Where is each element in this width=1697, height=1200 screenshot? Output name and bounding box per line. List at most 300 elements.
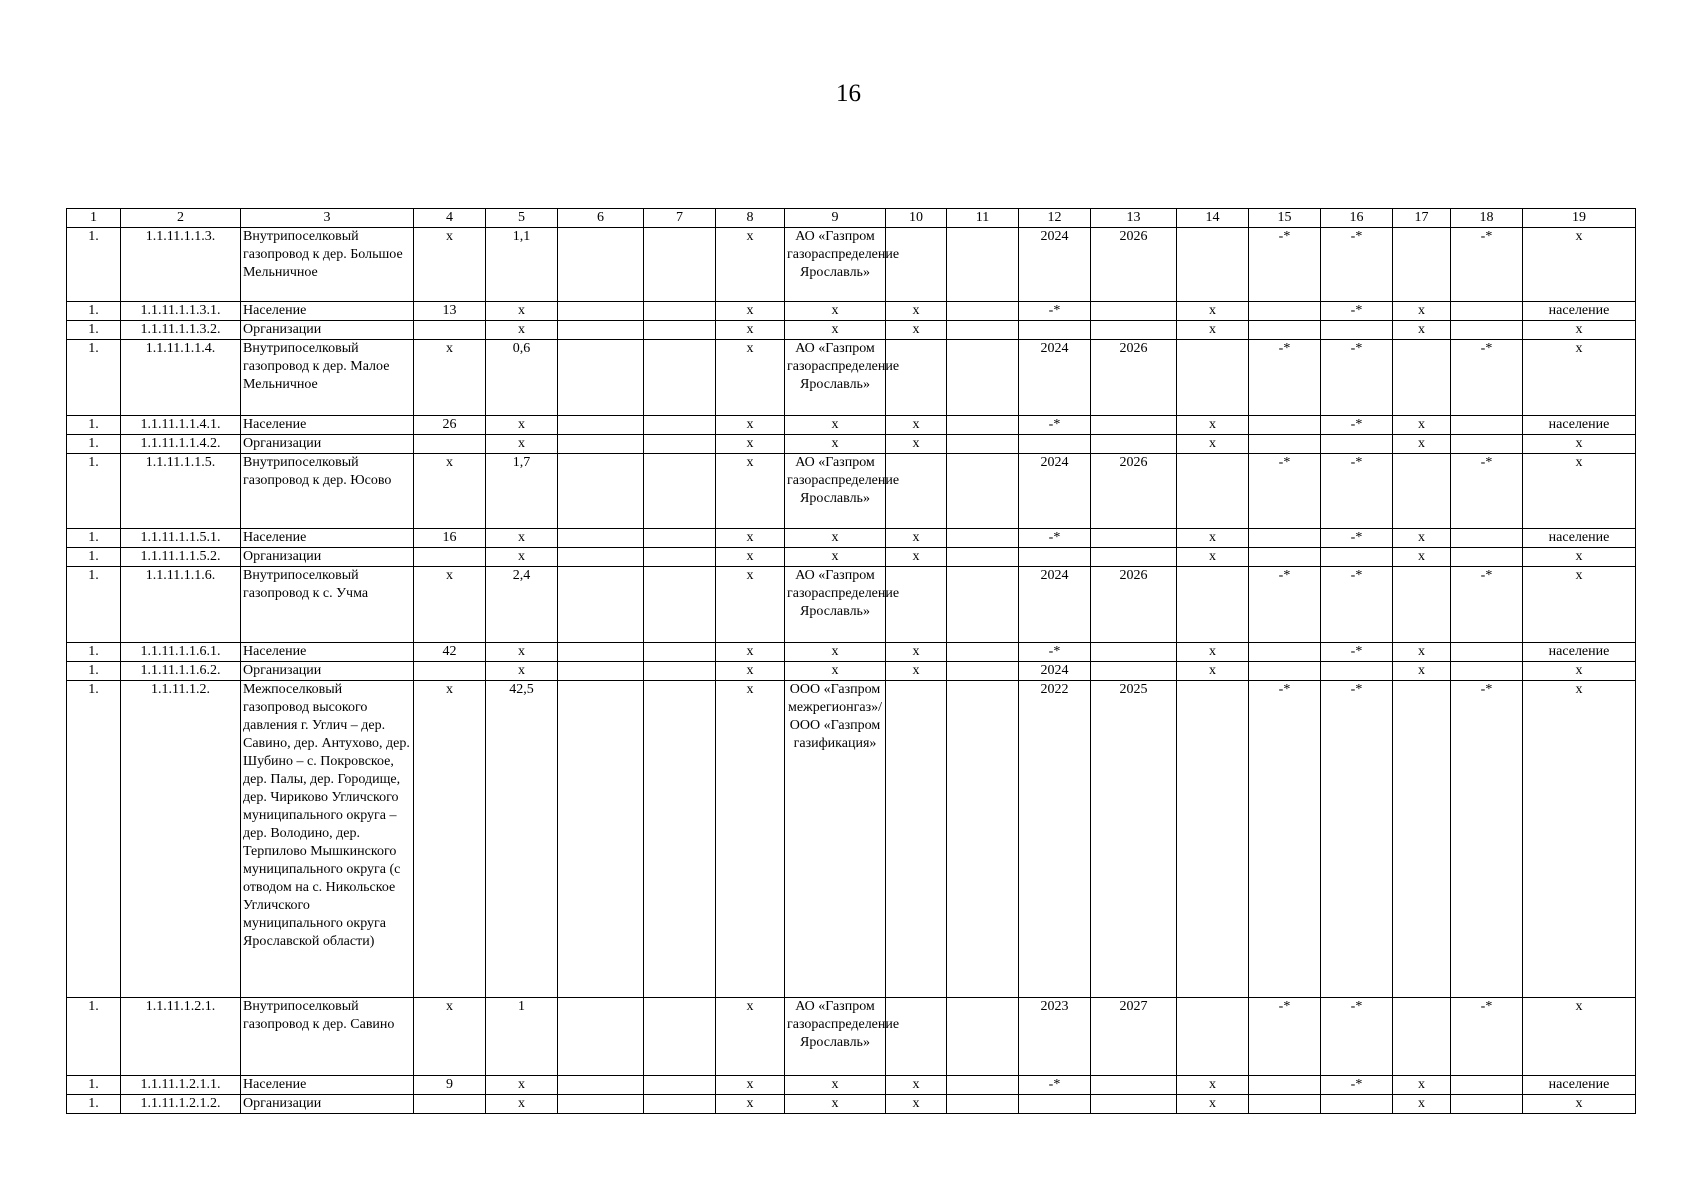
table-cell <box>1249 321 1321 340</box>
object-row <box>67 567 1636 643</box>
table-cell: х <box>716 643 785 662</box>
column-header: 10 <box>886 209 947 228</box>
sub-row <box>67 416 1636 435</box>
table-cell: х <box>1523 662 1636 681</box>
table-cell: 2,4 <box>486 567 558 643</box>
table-cell: х <box>716 435 785 454</box>
table-cell <box>1249 548 1321 567</box>
table-cell: 1. <box>67 662 121 681</box>
table-cell <box>886 681 947 998</box>
table-cell <box>1249 435 1321 454</box>
table-cell: -* <box>1249 228 1321 302</box>
table-cell <box>947 416 1019 435</box>
column-header: 14 <box>1177 209 1249 228</box>
table-cell: х <box>716 228 785 302</box>
table-cell <box>644 681 716 998</box>
table-cell: 1.1.11.1.2.1. <box>121 998 241 1076</box>
table-cell: Население <box>241 1076 414 1095</box>
table-cell <box>1249 643 1321 662</box>
table-cell <box>1177 454 1249 529</box>
table-cell <box>644 643 716 662</box>
column-header: 18 <box>1451 209 1523 228</box>
table-cell: х <box>785 435 886 454</box>
table-cell: х <box>785 302 886 321</box>
sub-row <box>67 643 1636 662</box>
table-cell <box>947 567 1019 643</box>
table-cell: х <box>785 1095 886 1114</box>
table-cell <box>1177 228 1249 302</box>
table-cell: х <box>716 662 785 681</box>
table-cell <box>886 567 947 643</box>
table-cell <box>644 548 716 567</box>
sub-row <box>67 529 1636 548</box>
table-cell: х <box>886 302 947 321</box>
column-header: 11 <box>947 209 1019 228</box>
table-cell: 1.1.11.1.1.4. <box>121 340 241 416</box>
table-cell <box>1321 548 1393 567</box>
table-cell: -* <box>1451 454 1523 529</box>
table-cell: х <box>1393 548 1451 567</box>
table-cell: -* <box>1019 302 1091 321</box>
table-cell <box>1451 548 1523 567</box>
table-cell: 16 <box>414 529 486 548</box>
table-cell: 1.1.11.1.1.4.1. <box>121 416 241 435</box>
table-cell: х <box>1393 435 1451 454</box>
table-cell: 1. <box>67 529 121 548</box>
table-cell <box>1321 321 1393 340</box>
table-cell: х <box>1177 662 1249 681</box>
table-cell: х <box>886 321 947 340</box>
table-cell: -* <box>1249 998 1321 1076</box>
table-cell <box>558 302 644 321</box>
table-cell <box>1091 529 1177 548</box>
table-cell: 1. <box>67 548 121 567</box>
table-cell: -* <box>1451 567 1523 643</box>
table-cell: 1.1.11.1.1.6.2. <box>121 662 241 681</box>
table-cell <box>1249 1076 1321 1095</box>
table-cell <box>947 1095 1019 1114</box>
table-cell: 1. <box>67 567 121 643</box>
table-cell: население <box>1523 643 1636 662</box>
table-cell <box>558 681 644 998</box>
column-header: 13 <box>1091 209 1177 228</box>
table-cell <box>886 228 947 302</box>
table-cell: население <box>1523 1076 1636 1095</box>
table-cell: х <box>1523 321 1636 340</box>
table-cell: х <box>1393 643 1451 662</box>
table-cell: х <box>1177 529 1249 548</box>
sub-row <box>67 302 1636 321</box>
table-cell: х <box>414 567 486 643</box>
table-cell <box>886 998 947 1076</box>
table-cell: 1.1.11.1.1.5.2. <box>121 548 241 567</box>
table-cell: Внутрипоселковый газопровод к дер. Савино <box>241 998 414 1076</box>
table-cell: Организации <box>241 321 414 340</box>
table-cell <box>1177 998 1249 1076</box>
table-cell: Внутрипоселковый газопровод к дер. Малое Мельничное <box>241 340 414 416</box>
table-cell <box>558 454 644 529</box>
sub-row <box>67 1076 1636 1095</box>
column-header: 19 <box>1523 209 1636 228</box>
column-header: 6 <box>558 209 644 228</box>
table-cell: 42 <box>414 643 486 662</box>
table-cell <box>1451 416 1523 435</box>
table-cell: х <box>486 643 558 662</box>
table-cell: х <box>1177 302 1249 321</box>
table-cell: 1.1.11.1.1.5.1. <box>121 529 241 548</box>
table-cell: население <box>1523 529 1636 548</box>
table-cell <box>1321 1095 1393 1114</box>
table-cell: х <box>716 1076 785 1095</box>
table-cell: Организации <box>241 548 414 567</box>
table-cell <box>1177 567 1249 643</box>
table-cell: Население <box>241 302 414 321</box>
table-cell: х <box>785 321 886 340</box>
table-cell: х <box>486 662 558 681</box>
table-cell: х <box>716 302 785 321</box>
table-cell: х <box>486 1076 558 1095</box>
table-cell: Организации <box>241 1095 414 1114</box>
table-cell: Население <box>241 529 414 548</box>
table-cell <box>1451 643 1523 662</box>
table-cell <box>947 228 1019 302</box>
table-cell: -* <box>1321 454 1393 529</box>
table-cell: 2024 <box>1019 567 1091 643</box>
table-cell: Внутрипоселковый газопровод к дер. Юсово <box>241 454 414 529</box>
table-cell <box>644 1095 716 1114</box>
table-cell <box>558 340 644 416</box>
table-cell <box>947 529 1019 548</box>
table-cell <box>1249 302 1321 321</box>
table-cell: х <box>1523 454 1636 529</box>
table-cell: -* <box>1249 567 1321 643</box>
table-cell: х <box>1523 681 1636 998</box>
table-cell: -* <box>1321 529 1393 548</box>
table-cell <box>1019 548 1091 567</box>
sub-row <box>67 548 1636 567</box>
table-cell: 2024 <box>1019 454 1091 529</box>
table-cell <box>558 567 644 643</box>
table-cell: 1. <box>67 321 121 340</box>
table-cell <box>947 454 1019 529</box>
table-cell: Организации <box>241 435 414 454</box>
table-cell <box>1091 643 1177 662</box>
table-cell <box>1249 416 1321 435</box>
table-cell: 1,7 <box>486 454 558 529</box>
table-cell: х <box>716 567 785 643</box>
table-cell: АО «Газпром газораспределение Ярославль» <box>785 454 886 529</box>
table-cell: х <box>886 662 947 681</box>
table-cell <box>1177 681 1249 998</box>
table-cell <box>1451 662 1523 681</box>
table-cell <box>558 321 644 340</box>
table-cell: х <box>886 1076 947 1095</box>
table-cell: х <box>1523 228 1636 302</box>
table-cell <box>1393 228 1451 302</box>
table-cell <box>558 643 644 662</box>
table-cell <box>1393 998 1451 1076</box>
table-cell: АО «Газпром газораспределение Ярославль» <box>785 998 886 1076</box>
table-cell: х <box>716 340 785 416</box>
table-cell: 2023 <box>1019 998 1091 1076</box>
table-header <box>67 209 1636 228</box>
table-cell: 1. <box>67 643 121 662</box>
table-cell: 26 <box>414 416 486 435</box>
table-cell: 2026 <box>1091 454 1177 529</box>
table-cell: Внутрипоселковый газопровод к с. Учма <box>241 567 414 643</box>
column-header: 8 <box>716 209 785 228</box>
table-cell: -* <box>1321 228 1393 302</box>
column-header: 4 <box>414 209 486 228</box>
table-cell <box>947 548 1019 567</box>
table-cell <box>644 998 716 1076</box>
table-cell: х <box>1393 1076 1451 1095</box>
table-cell: Межпоселковый газопровод высокого давления г. Углич – дер. Савино, дер. Антухово, дер. Шубино – с. Покровское, дер. Палы, дер. Городище, дер. Чириково Угличского муниципального округа – дер. Володино, дер. Терпилово Мышкинского муниципального округа (с отводом на с. Никольское Угличского муниципального округа Ярославской области) <box>241 681 414 998</box>
table-cell: х <box>1523 435 1636 454</box>
table-cell <box>1091 416 1177 435</box>
column-header: 3 <box>241 209 414 228</box>
table-cell <box>558 548 644 567</box>
table-cell: х <box>1393 662 1451 681</box>
table-cell: х <box>785 416 886 435</box>
table-cell: 13 <box>414 302 486 321</box>
column-header: 16 <box>1321 209 1393 228</box>
table-cell <box>1451 302 1523 321</box>
table-cell: х <box>486 321 558 340</box>
table-cell: 1,1 <box>486 228 558 302</box>
table-cell: 1.1.11.1.1.5. <box>121 454 241 529</box>
table-cell: -* <box>1451 228 1523 302</box>
table-cell: х <box>486 302 558 321</box>
table-cell: х <box>1523 548 1636 567</box>
table-cell: Население <box>241 643 414 662</box>
table-cell: х <box>1393 302 1451 321</box>
table-cell: х <box>1177 321 1249 340</box>
table-cell: 1.1.11.1.2. <box>121 681 241 998</box>
table-cell: 1 <box>486 998 558 1076</box>
table-cell: АО «Газпром газораспределение Ярославль» <box>785 228 886 302</box>
table-cell: х <box>785 1076 886 1095</box>
table-cell <box>947 340 1019 416</box>
table-cell: х <box>1523 1095 1636 1114</box>
table-cell <box>558 435 644 454</box>
table-cell: -* <box>1321 681 1393 998</box>
table-cell: -* <box>1019 529 1091 548</box>
table-cell: -* <box>1249 340 1321 416</box>
table-cell: х <box>486 529 558 548</box>
object-row <box>67 998 1636 1076</box>
table-cell: 1.1.11.1.1.4.2. <box>121 435 241 454</box>
table-cell <box>644 228 716 302</box>
table-cell: Внутрипоселковый газопровод к дер. Большое Мельничное <box>241 228 414 302</box>
column-header: 7 <box>644 209 716 228</box>
table-cell <box>1249 662 1321 681</box>
table-cell <box>947 435 1019 454</box>
table-cell: 42,5 <box>486 681 558 998</box>
column-header: 15 <box>1249 209 1321 228</box>
table-cell: -* <box>1321 340 1393 416</box>
table-cell <box>1321 662 1393 681</box>
table-cell: х <box>785 548 886 567</box>
table-cell: АО «Газпром газораспределение Ярославль» <box>785 340 886 416</box>
table-cell <box>1249 1095 1321 1114</box>
table-cell: 2027 <box>1091 998 1177 1076</box>
table-cell: х <box>414 998 486 1076</box>
table-cell <box>1177 340 1249 416</box>
table-cell: х <box>1393 416 1451 435</box>
table-cell <box>1451 321 1523 340</box>
column-header: 1 <box>67 209 121 228</box>
table-cell: 1. <box>67 1076 121 1095</box>
data-table <box>66 208 1636 1114</box>
table-cell <box>558 1095 644 1114</box>
table-cell: х <box>886 435 947 454</box>
table-cell: х <box>1523 998 1636 1076</box>
column-header: 2 <box>121 209 241 228</box>
table-cell: население <box>1523 302 1636 321</box>
table-cell <box>1091 302 1177 321</box>
table-body <box>67 228 1636 1114</box>
table-cell <box>644 1076 716 1095</box>
table-cell <box>414 548 486 567</box>
table-cell: х <box>1177 643 1249 662</box>
table-cell: х <box>716 416 785 435</box>
table-cell <box>414 1095 486 1114</box>
table-cell <box>947 681 1019 998</box>
table-cell: -* <box>1321 567 1393 643</box>
table-cell: -* <box>1249 681 1321 998</box>
column-header: 5 <box>486 209 558 228</box>
object-row <box>67 228 1636 302</box>
table-cell <box>1321 435 1393 454</box>
table-cell: 1. <box>67 416 121 435</box>
table-cell: 1.1.11.1.1.3.1. <box>121 302 241 321</box>
table-cell: х <box>1177 548 1249 567</box>
table-cell <box>1393 454 1451 529</box>
table-cell: х <box>414 681 486 998</box>
table-cell: х <box>1393 529 1451 548</box>
table-cell: 1.1.11.1.1.3.2. <box>121 321 241 340</box>
table-cell: х <box>716 454 785 529</box>
table-cell: 1. <box>67 998 121 1076</box>
table-cell: 1. <box>67 454 121 529</box>
table-cell <box>1393 340 1451 416</box>
table-cell: 1.1.11.1.1.3. <box>121 228 241 302</box>
table-cell: х <box>486 548 558 567</box>
table-cell <box>414 321 486 340</box>
table-cell <box>1091 548 1177 567</box>
table-cell <box>947 1076 1019 1095</box>
table-cell: х <box>1393 321 1451 340</box>
table-cell <box>1091 1076 1177 1095</box>
table-cell: х <box>886 529 947 548</box>
table-cell <box>1393 681 1451 998</box>
table-cell: население <box>1523 416 1636 435</box>
table-cell: х <box>486 1095 558 1114</box>
table-cell <box>1019 435 1091 454</box>
table-cell: Организации <box>241 662 414 681</box>
table-cell: 1.1.11.1.1.6.1. <box>121 643 241 662</box>
table-cell <box>1451 1095 1523 1114</box>
table-cell <box>644 454 716 529</box>
table-cell <box>947 643 1019 662</box>
table-cell: 1.1.11.1.2.1.1. <box>121 1076 241 1095</box>
table-cell: 1. <box>67 681 121 998</box>
table-cell: 2024 <box>1019 662 1091 681</box>
table-cell: х <box>1177 1095 1249 1114</box>
table-cell <box>947 302 1019 321</box>
table-cell: х <box>716 1095 785 1114</box>
table-cell: -* <box>1249 454 1321 529</box>
table-cell: 1. <box>67 228 121 302</box>
sub-row <box>67 435 1636 454</box>
table-cell: 1. <box>67 435 121 454</box>
table-cell <box>644 321 716 340</box>
table-cell <box>644 435 716 454</box>
sub-row <box>67 321 1636 340</box>
table-cell: х <box>414 340 486 416</box>
table-cell <box>1091 662 1177 681</box>
table-cell <box>558 662 644 681</box>
table-cell: -* <box>1019 643 1091 662</box>
table-cell: х <box>716 548 785 567</box>
table-cell: 9 <box>414 1076 486 1095</box>
table-cell <box>558 228 644 302</box>
table-cell: -* <box>1451 681 1523 998</box>
table-cell: х <box>1523 567 1636 643</box>
table-cell: х <box>886 416 947 435</box>
table-cell <box>1091 1095 1177 1114</box>
table-cell: 2026 <box>1091 567 1177 643</box>
table-cell <box>414 435 486 454</box>
table-cell: х <box>886 548 947 567</box>
table-cell: х <box>1393 1095 1451 1114</box>
table-cell <box>1091 321 1177 340</box>
table-cell: -* <box>1321 998 1393 1076</box>
table-cell: х <box>1523 340 1636 416</box>
table-cell: х <box>486 435 558 454</box>
table-cell <box>558 416 644 435</box>
table-cell <box>947 998 1019 1076</box>
table-cell: х <box>785 662 886 681</box>
table-cell: 0,6 <box>486 340 558 416</box>
table-cell: х <box>886 1095 947 1114</box>
column-header: 12 <box>1019 209 1091 228</box>
table-cell <box>558 529 644 548</box>
table-cell: -* <box>1451 998 1523 1076</box>
table-cell: ООО «Газпром межрегионгаз»/ ООО «Газпром газификация» <box>785 681 886 998</box>
table-cell <box>947 321 1019 340</box>
table-cell <box>558 998 644 1076</box>
table-cell: х <box>414 228 486 302</box>
table-cell: х <box>716 681 785 998</box>
table-cell: 1.1.11.1.2.1.2. <box>121 1095 241 1114</box>
table-cell <box>1019 1095 1091 1114</box>
table-cell <box>886 340 947 416</box>
table-cell: -* <box>1321 643 1393 662</box>
table-cell: -* <box>1019 1076 1091 1095</box>
table-cell: х <box>716 529 785 548</box>
table-cell: 2022 <box>1019 681 1091 998</box>
table-cell: х <box>486 416 558 435</box>
table-cell: 2026 <box>1091 340 1177 416</box>
table-cell <box>1393 567 1451 643</box>
table-cell: 2026 <box>1091 228 1177 302</box>
table-cell: 2025 <box>1091 681 1177 998</box>
table-cell <box>644 340 716 416</box>
table-cell: 2024 <box>1019 228 1091 302</box>
table-cell: -* <box>1321 1076 1393 1095</box>
